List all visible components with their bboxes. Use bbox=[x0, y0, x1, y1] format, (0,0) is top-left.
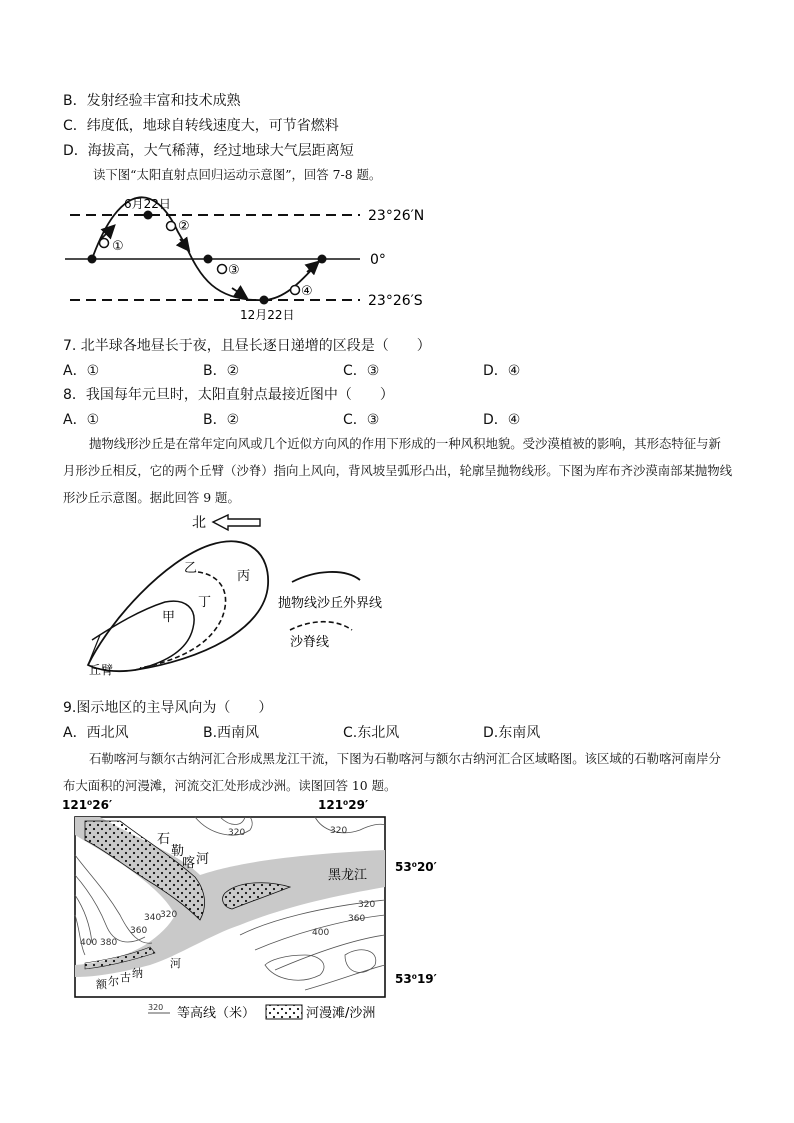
contour-340: 340 bbox=[144, 913, 162, 923]
q7-option-d: D．④ bbox=[483, 363, 521, 379]
legend-outer-sample bbox=[292, 572, 360, 582]
heilong-label: 黑龙江 bbox=[328, 868, 368, 883]
north-label: 北 bbox=[192, 515, 206, 531]
q8-option-d: D．④ bbox=[483, 412, 521, 428]
q9-option-c: C.东北风 bbox=[343, 725, 400, 741]
shilka-char-2: 勒 bbox=[171, 844, 185, 859]
lon-right: 121⁰29′ bbox=[318, 798, 369, 812]
argun-char-5: 河 bbox=[170, 957, 181, 970]
argun-char-1: 额 bbox=[96, 978, 107, 991]
label-bing: 丙 bbox=[237, 569, 251, 584]
legend-ridge-label: 沙脊线 bbox=[290, 635, 330, 650]
sand-ridge-line bbox=[140, 572, 226, 668]
marker-3: ③ bbox=[228, 263, 240, 278]
legend-ridge-sample bbox=[290, 622, 352, 630]
point-equinox-march bbox=[88, 255, 97, 264]
q8-option-c: C．③ bbox=[343, 412, 380, 428]
label-jia: 甲 bbox=[162, 610, 176, 625]
point-dec-solstice bbox=[260, 296, 269, 305]
sun-direct-point-diagram bbox=[60, 192, 460, 327]
label-arm: 丘臂 bbox=[89, 663, 114, 677]
q9-option-a: A．西北风 bbox=[63, 725, 129, 741]
legend-contour-value: 320 bbox=[148, 1003, 164, 1012]
shilka-char-1: 石 bbox=[157, 832, 171, 847]
parabolic-dune-diagram bbox=[70, 510, 410, 680]
intro-9: 抛物线形沙丘是在常年定向风或几个近似方向风的作用下形成的一种风积地貌。受沙漠植被的影响，其形态特征与新月形沙丘相反，它的两个丘臂（沙脊）指向上风向，背风坡呈弧形凸出，轮廓呈抛物线形。下图为库布齐沙漠南部某抛物线形沙丘示意图。据此回答 9 题。 bbox=[63, 436, 733, 505]
legend-sand-label: 河漫滩/沙洲 bbox=[306, 1006, 376, 1021]
argun-char-2: 尔 bbox=[108, 975, 119, 988]
contour-320b: 320 bbox=[330, 826, 348, 836]
argun-char-3: 古 bbox=[120, 971, 131, 984]
label-yi: 乙 bbox=[184, 561, 198, 576]
contour-400: 400 bbox=[80, 938, 98, 948]
river-confluence-map bbox=[60, 795, 460, 1027]
contour-360b: 360 bbox=[348, 914, 366, 924]
lat-top: 53⁰20′ bbox=[395, 860, 437, 874]
contour-320d: 320 bbox=[160, 910, 178, 920]
q9-option-d: D.东南风 bbox=[483, 725, 541, 741]
lat-0: 0° bbox=[370, 252, 386, 268]
point-equinox-sept bbox=[204, 255, 213, 264]
q6-option-d: D．海拔高，大气稀薄，经过地球大气层距离短 bbox=[63, 143, 354, 159]
shilka-char-3: 喀 bbox=[182, 856, 196, 871]
shilka-char-4: 河 bbox=[196, 852, 210, 867]
lon-left: 121⁰26′ bbox=[62, 798, 113, 812]
contour-400b: 400 bbox=[312, 928, 330, 938]
q8-option-b: B．② bbox=[203, 412, 240, 428]
q9-stem: 9.图示地区的主导风向为（ ） bbox=[63, 700, 273, 716]
intro-10: 石勒喀河与额尔古纳河汇合形成黑龙江干流，下图为石勒喀河与额尔古纳河汇合区域略图。该区域的石勒喀河南岸分布大面积的河漫滩，河流交汇处形成沙洲。读图回答 10 题。 bbox=[63, 751, 721, 793]
q7-option-a: A．① bbox=[63, 363, 100, 379]
sun-path-curve bbox=[92, 197, 322, 300]
q7-stem: 7. 北半球各地昼长于夜，且昼长逐日递增的区段是（ ） bbox=[63, 338, 431, 354]
q8-stem: 8．我国每年元旦时，太阳直射点最接近图中（ ） bbox=[63, 387, 394, 403]
q7-option-b: B．② bbox=[203, 363, 240, 379]
label-ding: 丁 bbox=[198, 595, 212, 610]
q7-option-c: C．③ bbox=[343, 363, 380, 379]
argun-char-4: 纳 bbox=[132, 967, 143, 980]
contour-380: 380 bbox=[100, 938, 118, 948]
label-june-22: 6月22日 bbox=[124, 197, 171, 211]
q6-option-c: C．纬度低，地球自转线速度大，可节省燃料 bbox=[63, 118, 339, 134]
north-arrow-icon bbox=[213, 515, 260, 530]
intro-7-8: 读下图“太阳直射点回归运动示意图”，回答 7-8 题。 bbox=[93, 167, 382, 182]
legend-sand-sample bbox=[266, 1005, 302, 1019]
contour-360: 360 bbox=[130, 926, 148, 936]
label-dec-22: 12月22日 bbox=[240, 308, 295, 322]
q8-option-a: A．① bbox=[63, 412, 100, 428]
marker-2: ② bbox=[178, 219, 190, 234]
marker-4: ④ bbox=[301, 284, 313, 299]
lat-23n: 23°26′N bbox=[368, 208, 425, 224]
legend-outer-label: 抛物线沙丘外界线 bbox=[278, 596, 383, 611]
legend-contour-label: 等高线（米） bbox=[177, 1006, 256, 1021]
lat-bottom: 53⁰19′ bbox=[395, 972, 437, 986]
contour-320a: 320 bbox=[228, 828, 246, 838]
point-equinox-march-end bbox=[318, 255, 327, 264]
contour-320c: 320 bbox=[358, 900, 376, 910]
q6-option-b: B．发射经验丰富和技术成熟 bbox=[63, 93, 241, 109]
point-june-solstice bbox=[144, 211, 153, 220]
lat-23s: 23°26′S bbox=[368, 293, 423, 309]
q9-option-b: B.西南风 bbox=[203, 725, 260, 741]
marker-1: ① bbox=[112, 239, 124, 254]
